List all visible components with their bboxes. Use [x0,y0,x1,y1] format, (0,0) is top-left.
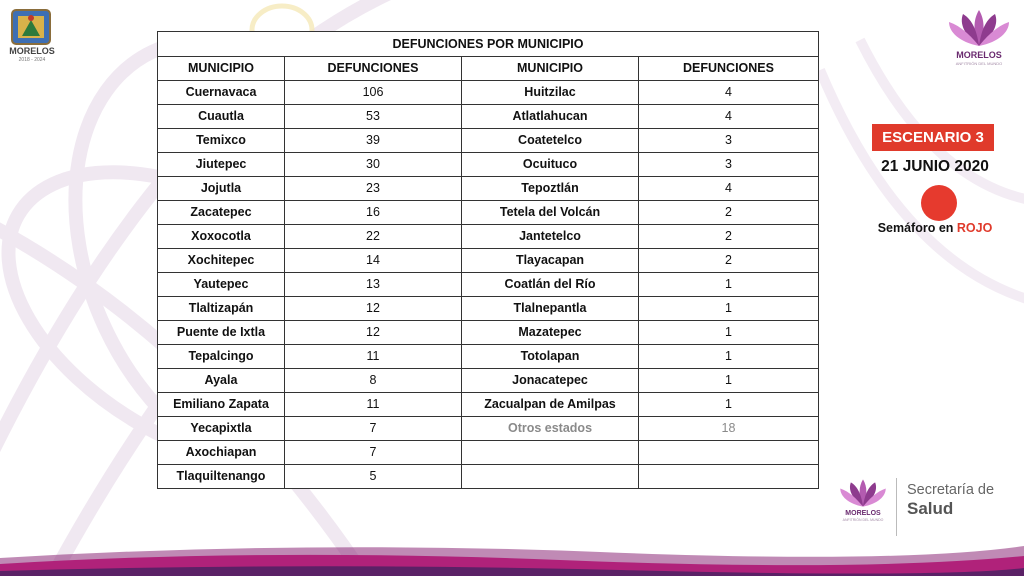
seal-years: 2018 - 2024 [18,57,46,63]
state-seal-icon [10,8,52,48]
table-row [158,81,819,105]
municipio-cell: Huitzilac [462,81,639,105]
defunciones-cell: 1 [639,369,819,393]
table-row [158,225,819,249]
defunciones-cell: 5 [285,465,462,489]
table-row [158,441,819,465]
table-row [158,369,819,393]
column-header-defunciones-2: DEFUNCIONES [639,57,819,81]
municipio-cell: Otros estados [462,417,639,441]
column-header-municipio-1: MUNICIPIO [158,57,285,81]
table-row [158,177,819,201]
morelos-flower-logo-small-icon [838,476,888,510]
municipio-cell: Jiutepec [158,153,285,177]
municipio-cell: Zacatepec [158,201,285,225]
defunciones-cell: 3 [639,153,819,177]
table-row [158,105,819,129]
municipio-cell: Tlaltizapán [158,297,285,321]
traffic-light-dot-icon [921,185,957,221]
table-row [158,153,819,177]
column-header-defunciones-1: DEFUNCIONES [285,57,462,81]
defunciones-cell: 3 [639,129,819,153]
defunciones-cell: 4 [639,177,819,201]
defunciones-cell: 1 [639,273,819,297]
municipio-cell: Jojutla [158,177,285,201]
footer-divider [896,478,897,536]
defunciones-cell: 2 [639,225,819,249]
municipio-cell [462,441,639,465]
defunciones-cell: 2 [639,201,819,225]
defunciones-cell: 106 [285,81,462,105]
municipio-cell: Jantetelco [462,225,639,249]
defunciones-cell: 1 [639,297,819,321]
defunciones-cell: 1 [639,393,819,417]
defunciones-cell: 1 [639,345,819,369]
municipio-cell: Puente de Ixtla [158,321,285,345]
municipio-cell: Tetela del Volcán [462,201,639,225]
municipio-cell: Yautepec [158,273,285,297]
table-row [158,321,819,345]
column-header-municipio-2: MUNICIPIO [462,57,639,81]
defunciones-cell: 7 [285,441,462,465]
defunciones-cell: 18 [639,417,819,441]
defunciones-cell: 12 [285,321,462,345]
defunciones-cell [639,441,819,465]
deaths-by-municipality-table [157,31,819,489]
defunciones-cell: 30 [285,153,462,177]
municipio-cell: Ocuituco [462,153,639,177]
defunciones-cell: 53 [285,105,462,129]
table-body [158,81,819,489]
table-row [158,297,819,321]
municipio-cell: Zacualpan de Amilpas [462,393,639,417]
semaforo-label [860,221,1010,235]
department-line-2: Salud [907,499,954,518]
municipio-cell: Tepalcingo [158,345,285,369]
morelos-flower-logo-icon [946,6,1012,50]
defunciones-cell: 13 [285,273,462,297]
municipio-cell: Coatlán del Río [462,273,639,297]
defunciones-cell: 14 [285,249,462,273]
defunciones-cell: 16 [285,201,462,225]
defunciones-cell: 22 [285,225,462,249]
table-row [158,249,819,273]
municipio-cell: Cuautla [158,105,285,129]
deaths-table-container [157,31,818,489]
municipio-cell: Totolapan [462,345,639,369]
municipio-cell: Mazatepec [462,321,639,345]
defunciones-cell: 4 [639,105,819,129]
defunciones-cell: 12 [285,297,462,321]
table-row [158,273,819,297]
municipio-cell: Tepoztlán [462,177,639,201]
top-logo-title: MORELOS [956,50,1002,60]
municipio-cell: Tlalnepantla [462,297,639,321]
defunciones-cell [639,465,819,489]
municipio-cell [462,465,639,489]
municipio-cell: Xoxocotla [158,225,285,249]
municipio-cell: Yecapixtla [158,417,285,441]
table-title: DEFUNCIONES POR MUNICIPIO [158,32,819,57]
semaforo-prefix: Semáforo en [877,221,957,235]
table-row [158,201,819,225]
footer-logo-title: MORELOS [845,510,881,517]
defunciones-cell: 11 [285,393,462,417]
municipio-cell: Xochitepec [158,249,285,273]
municipio-cell: Ayala [158,369,285,393]
municipio-cell: Axochiapan [158,441,285,465]
defunciones-cell: 11 [285,345,462,369]
municipio-cell: Cuernavaca [158,81,285,105]
municipio-cell: Tlayacapan [462,249,639,273]
table-row [158,345,819,369]
footer-logo-subtitle: ANFITRIÓN DEL MUNDO [842,518,884,522]
defunciones-cell: 8 [285,369,462,393]
report-date: 21 JUNIO 2020 [881,158,989,175]
department-line-1: Secretaría de [907,482,995,498]
defunciones-cell: 1 [639,321,819,345]
table-row [158,417,819,441]
defunciones-cell: 7 [285,417,462,441]
municipio-cell: Tlaquiltenango [158,465,285,489]
table-row [158,129,819,153]
municipio-cell: Temixco [158,129,285,153]
bottom-wave-band [0,534,1024,576]
municipio-cell: Jonacatepec [462,369,639,393]
semaforo-color-word: ROJO [956,221,993,235]
municipio-cell: Emiliano Zapata [158,393,285,417]
seal-title: MORELOS [9,46,55,56]
table-row [158,393,819,417]
defunciones-cell: 2 [639,249,819,273]
top-logo-subtitle: ANFITRIÓN DEL MUNDO [955,61,1003,66]
municipio-cell: Atlatlahucan [462,105,639,129]
defunciones-cell: 39 [285,129,462,153]
defunciones-cell: 4 [639,81,819,105]
municipio-cell: Coatetelco [462,129,639,153]
scenario-badge: ESCENARIO 3 [872,124,994,151]
defunciones-cell: 23 [285,177,462,201]
table-row [158,465,819,489]
